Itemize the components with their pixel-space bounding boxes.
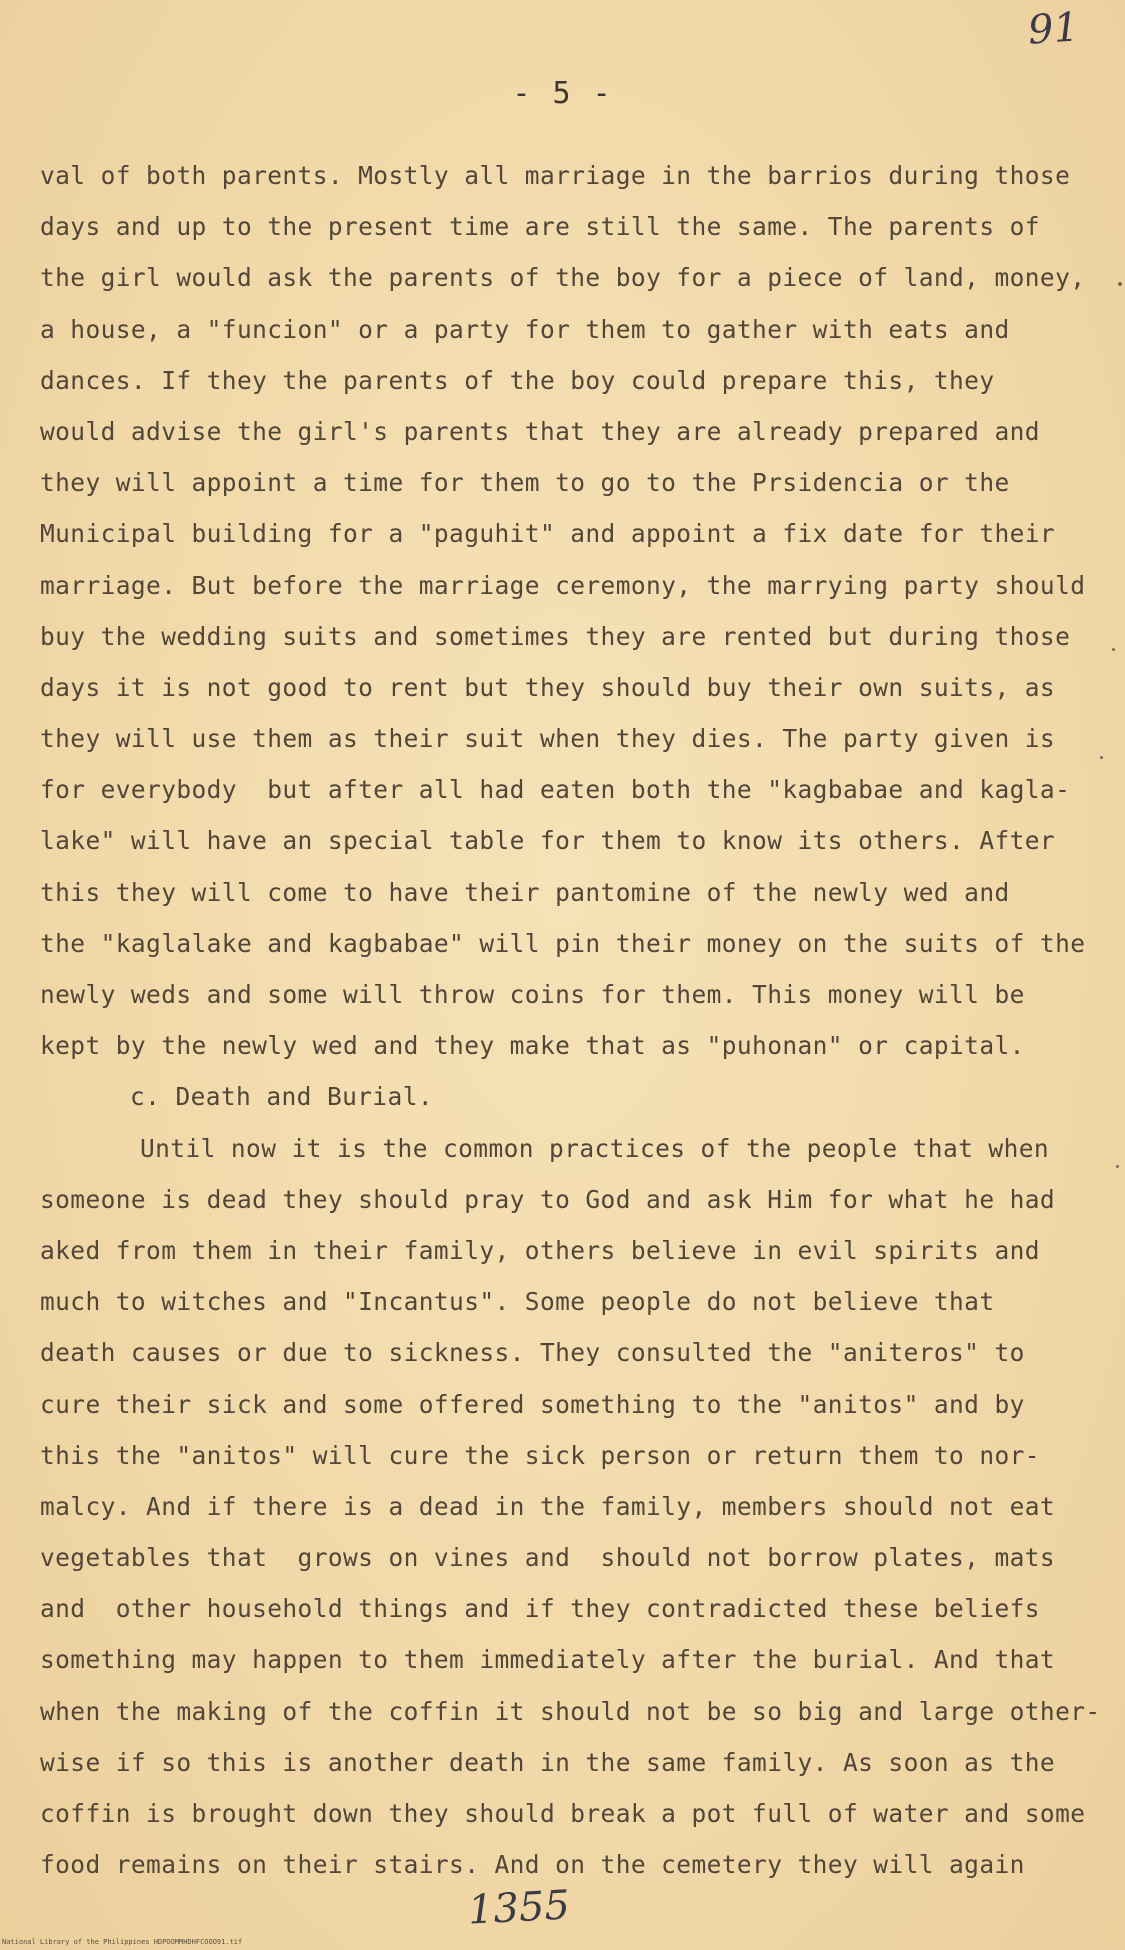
paper-speck bbox=[1116, 1165, 1119, 1168]
text-line: something may happen to them immediately after the burial. And that bbox=[40, 1645, 1056, 1675]
text-line: vegetables that grows on vines and should not borrow plates, mats bbox=[40, 1543, 1056, 1573]
text-line: a house, a "funcion" or a party for them to gather with eats and bbox=[40, 314, 1010, 344]
text-line: someone is dead they should pray to God and ask Him for what he had bbox=[40, 1184, 1056, 1214]
text-line: malcy. And if there is a dead in the family, members should not eat bbox=[40, 1491, 1056, 1521]
text-line: Until now it is the common practices of the people that when bbox=[140, 1133, 1050, 1163]
text-line: wise if so this is another death in the same family. As soon as the bbox=[40, 1747, 1056, 1777]
text-line: when the making of the coffin it should not be so big and large other- bbox=[40, 1696, 1101, 1726]
text-line: for everybody but after all had eaten both the "kagbabae and kagla- bbox=[40, 775, 1071, 805]
text-line: dances. If they the parents of the boy could prepare this, they bbox=[40, 365, 995, 395]
text-line: lake" will have an special table for them to know its others. After bbox=[40, 826, 1056, 856]
text-line: marriage. But before the marriage ceremony, the marrying party should bbox=[40, 570, 1086, 600]
text-line: would advise the girl's parents that they are already prepared and bbox=[40, 416, 1040, 446]
text-line: aked from them in their family, others believe in evil spirits and bbox=[40, 1235, 1040, 1265]
paper-speck bbox=[1118, 282, 1122, 286]
text-line: death causes or due to sickness. They consulted the "aniteros" to bbox=[40, 1338, 1025, 1368]
text-line: newly weds and some will throw coins for them. This money will be bbox=[40, 980, 1025, 1009]
text-line: they will appoint a time for them to go to the Prsidencia or the bbox=[40, 468, 1010, 498]
text-line: they will use them as their suit when they dies. The party given is bbox=[40, 724, 1056, 754]
paper-speck bbox=[1112, 648, 1115, 651]
text-line: food remains on their stairs. And on the cemetery they will again bbox=[40, 1850, 1025, 1880]
text-line: coffin is brought down they should break a pot full of water and some bbox=[40, 1799, 1086, 1828]
handwritten-archive-number: 1355 bbox=[466, 1882, 571, 1934]
scan-footer-stamp: National Library of the Philippines HDPOOMMHDHFCOOO91.tif bbox=[2, 1938, 243, 1946]
paper-speck bbox=[1100, 756, 1103, 759]
text-line: this the "anitos" will cure the sick person or return them to nor- bbox=[40, 1440, 1040, 1470]
text-line: kept by the newly wed and they make that as "puhonan" or capital. bbox=[40, 1031, 1025, 1061]
text-line: days it is not good to rent but they should buy their own suits, as bbox=[40, 672, 1056, 702]
handwritten-folio-number: 91 bbox=[1026, 4, 1081, 54]
text-line: cure their sick and some offered something to the "anitos" and by bbox=[40, 1389, 1025, 1419]
text-line: Municipal building for a "paguhit" and appoint a fix date for their bbox=[40, 519, 1056, 549]
text-line: buy the wedding suits and sometimes they are rented but during those bbox=[40, 621, 1071, 651]
text-line: much to witches and "Incantus". Some people do not believe that bbox=[40, 1287, 995, 1317]
text-line: days and up to the present time are still the same. The parents of bbox=[40, 212, 1040, 242]
text-line: the "kaglalake and kagbabae" will pin their money on the suits of the bbox=[40, 928, 1086, 958]
body-text bbox=[40, 150, 1100, 1890]
page-number: - 5 - bbox=[512, 76, 613, 111]
text-line: val of both parents. Mostly all marriage in the barrios during those bbox=[40, 161, 1071, 190]
text-line: the girl would ask the parents of the boy for a piece of land, money, bbox=[40, 263, 1086, 293]
text-line: and other household things and if they contradicted these beliefs bbox=[40, 1594, 1040, 1624]
section-heading: c. Death and Burial. bbox=[130, 1082, 434, 1112]
text-line: this they will come to have their pantomine of the newly wed and bbox=[40, 877, 1010, 907]
